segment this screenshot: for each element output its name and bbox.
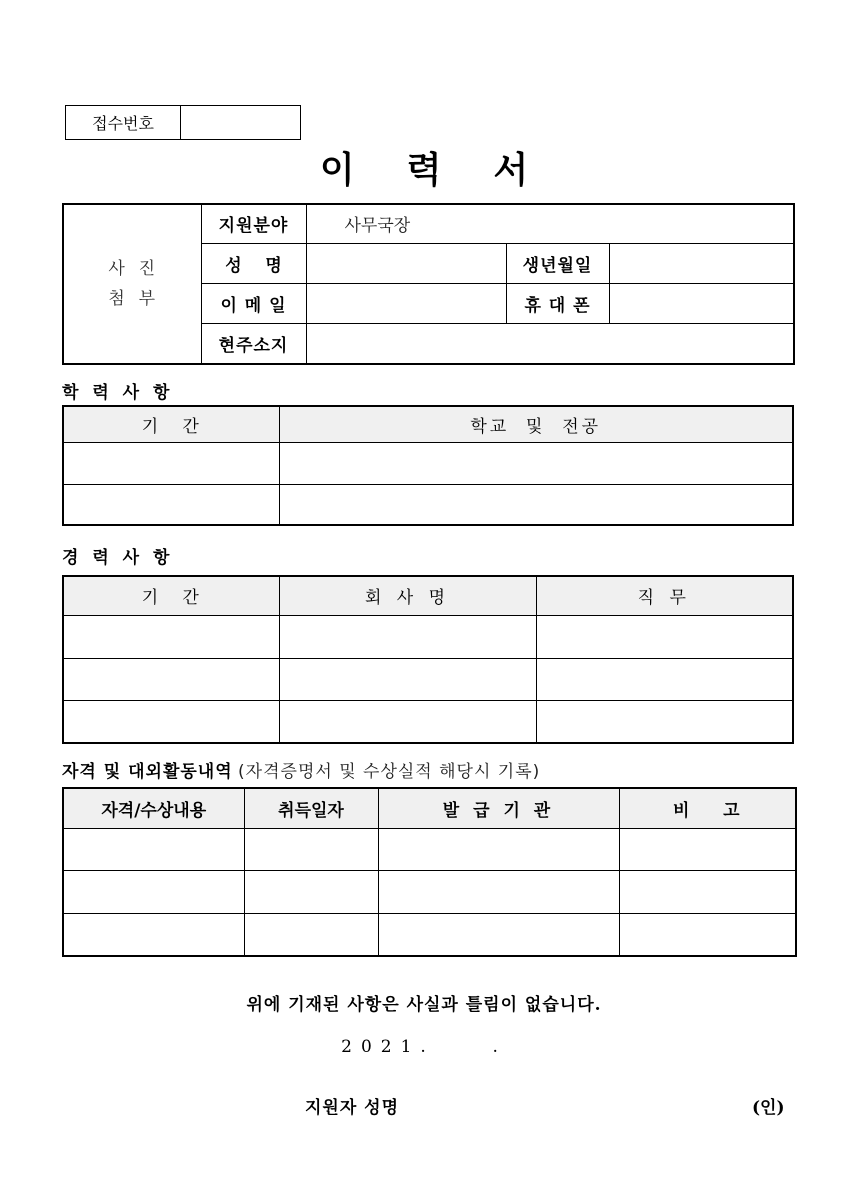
- field-label: 지원분야: [201, 204, 306, 243]
- qualifications-table: [62, 787, 797, 957]
- photo-label-line1: 사 진: [108, 259, 157, 279]
- education-section-title: 학 력 사 항: [62, 383, 174, 403]
- education-header-period: 기 간: [63, 406, 279, 442]
- name-field[interactable]: [306, 243, 506, 283]
- qualifications-section-note: (자격증명서 및 수상실적 해당시 기록): [238, 762, 541, 782]
- education-cell-period[interactable]: [63, 484, 279, 525]
- career-cell-duty[interactable]: [536, 615, 793, 658]
- qualifications-header-note: 비 고: [619, 788, 796, 828]
- qualifications-cell-note[interactable]: [619, 913, 796, 956]
- declaration-text: 위에 기재된 사항은 사실과 틀림이 없습니다.: [246, 995, 602, 1015]
- qualifications-header-date: 취득일자: [244, 788, 378, 828]
- address-label: 현주소지: [201, 323, 306, 364]
- profile-table: [62, 203, 795, 365]
- education-cell-period[interactable]: [63, 442, 279, 484]
- name-label: 성 명: [201, 243, 306, 283]
- phone-label: 휴 대 폰: [506, 283, 609, 323]
- qualifications-cell-note[interactable]: [619, 828, 796, 870]
- qualifications-cell-issuer[interactable]: [378, 828, 619, 870]
- career-cell-period[interactable]: [63, 700, 279, 743]
- field-value[interactable]: 사무국장: [306, 204, 794, 243]
- qualifications-cell-date[interactable]: [244, 870, 378, 913]
- photo-label-line2: 첨 부: [108, 289, 157, 309]
- qualifications-cell-issuer[interactable]: [378, 913, 619, 956]
- email-label: 이 메 일: [201, 283, 306, 323]
- education-table: [62, 405, 794, 526]
- career-cell-company[interactable]: [279, 658, 536, 700]
- career-cell-company[interactable]: [279, 615, 536, 658]
- qualifications-cell-content[interactable]: [63, 828, 244, 870]
- qualifications-cell-note[interactable]: [619, 870, 796, 913]
- birth-field[interactable]: [609, 243, 794, 283]
- qualifications-section-title: 자격 및 대외활동내역: [62, 762, 233, 782]
- qualifications-cell-date[interactable]: [244, 828, 378, 870]
- qualifications-cell-content[interactable]: [63, 870, 244, 913]
- career-cell-duty[interactable]: [536, 658, 793, 700]
- seal-mark: (인): [752, 1098, 785, 1118]
- signature-label: 지원자 성명: [305, 1098, 400, 1118]
- career-header-period: 기 간: [63, 576, 279, 615]
- photo-attach-area[interactable]: [63, 204, 201, 364]
- qualifications-cell-date[interactable]: [244, 913, 378, 956]
- address-field[interactable]: [306, 323, 794, 364]
- receipt-number-label: 접수번호: [66, 106, 181, 139]
- phone-field[interactable]: [609, 283, 794, 323]
- career-cell-period[interactable]: [63, 658, 279, 700]
- date-line: 2021. .: [341, 1037, 507, 1057]
- career-table: [62, 575, 794, 744]
- career-cell-company[interactable]: [279, 700, 536, 743]
- qualifications-header-issuer: 발 급 기 관: [378, 788, 619, 828]
- receipt-number-box: [65, 105, 301, 140]
- career-cell-period[interactable]: [63, 615, 279, 658]
- qualifications-section-heading: [62, 757, 540, 782]
- career-header-company: 회 사 명: [279, 576, 536, 615]
- receipt-number-field[interactable]: [181, 106, 300, 139]
- email-field[interactable]: [306, 283, 506, 323]
- career-cell-duty[interactable]: [536, 700, 793, 743]
- qualifications-header-content: 자격/수상내용: [63, 788, 244, 828]
- career-header-duty: 직 무: [536, 576, 793, 615]
- education-cell-school[interactable]: [279, 484, 793, 525]
- qualifications-cell-issuer[interactable]: [378, 870, 619, 913]
- document-title: 이력서: [319, 150, 581, 191]
- birth-label: 생년월일: [506, 243, 609, 283]
- education-cell-school[interactable]: [279, 442, 793, 484]
- career-section-title: 경 력 사 항: [62, 548, 174, 568]
- education-header-school: 학교 및 전공: [279, 406, 793, 442]
- qualifications-cell-content[interactable]: [63, 913, 244, 956]
